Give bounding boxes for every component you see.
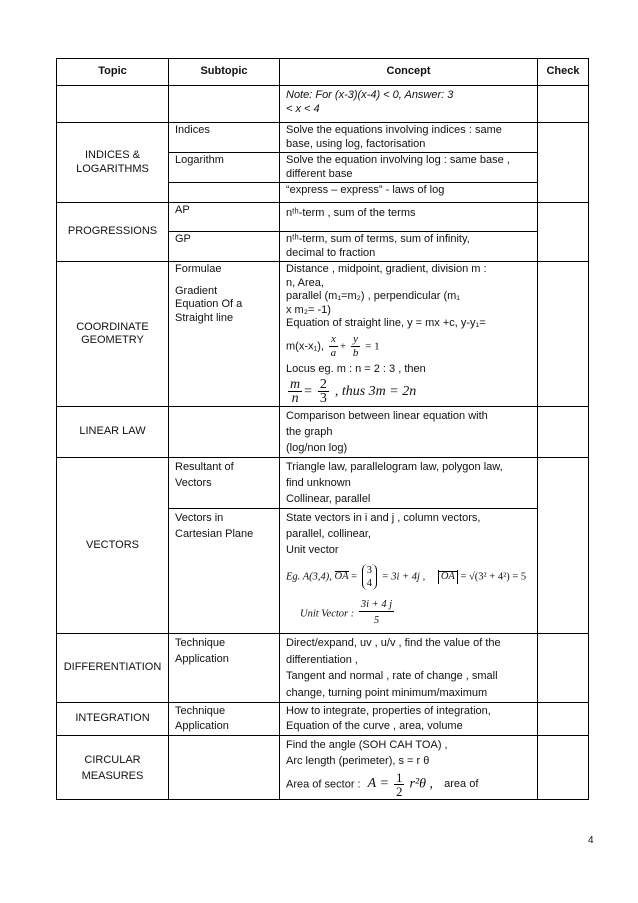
table-row [57, 262, 589, 407]
header-row [57, 59, 589, 86]
subtopic-resultant: Resultant of Vectors [169, 458, 280, 509]
page-number: 4 [588, 835, 594, 846]
header-check: Check [538, 59, 589, 86]
topic-differentiation: DIFFERENTIATION [57, 634, 169, 703]
table-row [57, 736, 589, 800]
topic-indices: INDICES & LOGARITHMS [57, 123, 169, 203]
header-concept: Concept [280, 59, 538, 86]
header-subtopic: Subtopic [169, 59, 280, 86]
note-row [57, 86, 589, 123]
concept-differentiation: Direct/expand, uv , u/v , find the value of the differentiation , Tangent and normal , rate of change , small change, turning point minimum/maximum [280, 634, 538, 703]
sector-area-formula: Area of sector : A = $\frac{1}{2}$ r²θ , area of [286, 770, 479, 799]
note-cell: Note: For (x-3)(x-4) < 0, Answer: 3 < x < 4 [280, 86, 538, 123]
topic-coordinate-geometry: COORDINATE GEOMETRY [57, 262, 169, 407]
table-row [57, 203, 589, 232]
table-row [57, 458, 589, 509]
concept-ap: nᵗʰ-term , sum of the terms [280, 203, 538, 232]
concept-coordinate: Distance , midpoint, gradient, division m : n, Area, parallel (m₁=m₂) , perpendicular (m₁ x m₂= -1) Equation of straight line, y = mx +c, y-y₁= m(x-x₁), $\frac{x}{a}$ + $\frac{y}{b}$ = 1 Locus eg. m : n = 2 : 3 , then $\frac{m}{n}$ = $\frac{2}{3}$ , thus 3m = 2n [280, 262, 538, 407]
concept-laws-of-log: “express – express” - laws of log [280, 183, 538, 203]
concept-integration: How to integrate, properties of integration, Equation of the curve , area, volume [280, 703, 538, 736]
concept-linear-law: Comparison between linear equation with the graph (log/non log) [280, 407, 538, 458]
topic-vectors: VECTORS [57, 458, 169, 634]
vector-example: Eg. A(3,4), OA = 3 4 = 3i + 4j , OA = √(3² + 4²) = 5 [286, 565, 527, 589]
subtopic-ap: AP [169, 203, 280, 232]
concept-circular: Find the angle (SOH CAH TOA) , Arc length (perimeter), s = r θ Area of sector : A = $\frac{1}{2}$ r²θ , area of [280, 736, 538, 800]
table-row [57, 634, 589, 703]
concept-resultant: Triangle law, parallelogram law, polygon law, find unknown Collinear, parallel [280, 458, 538, 509]
topic-linear-law: LINEAR LAW [57, 407, 169, 458]
subtopic-coordinate: Formulae Gradient Equation Of a Straight line [169, 262, 280, 407]
table-row [57, 123, 589, 153]
concept-logarithm: Solve the equation involving log : same base , different base [280, 153, 538, 183]
ratio-formula: $\frac{m}{n}$ = $\frac{2}{3}$ , thus 3m = 2n [290, 377, 417, 406]
concept-indices: Solve the equations involving indices : same base, using log, factorisation [280, 123, 538, 153]
table-row [57, 407, 589, 458]
subtopic-cartesian: Vectors in Cartesian Plane [169, 509, 280, 634]
subtopic-differentiation: Technique Application [169, 634, 280, 703]
header-topic: Topic [57, 59, 169, 86]
table-row [57, 703, 589, 736]
topic-integration: INTEGRATION [57, 703, 169, 736]
unit-vector-formula: Unit Vector : $\frac{3i + 4 j}{5}$ [300, 599, 393, 626]
intercept-form: m(x-x₁), $\frac{x}{a}$ + $\frac{y}{b}$ = 1 [286, 332, 380, 359]
concept-cartesian: State vectors in i and j , column vectors, parallel, collinear, Unit vector Eg. A(3,4), OA = 3 4 = 3i + 4j , OA = √(3² + 4²) = 5 Unit Vector : $\frac{3i + 4 j}{5}$ [280, 509, 538, 634]
topic-circular-measures: CIRCULAR MEASURES [57, 736, 169, 800]
syllabus-table [56, 58, 589, 800]
subtopic-gp: GP [169, 232, 280, 262]
concept-gp: nᵗʰ-term, sum of terms, sum of infinity, decimal to fraction [280, 232, 538, 262]
subtopic-logarithm: Logarithm [169, 153, 280, 183]
topic-progressions: PROGRESSIONS [57, 203, 169, 262]
subtopic-indices: Indices [169, 123, 280, 153]
subtopic-integration: Technique Application [169, 703, 280, 736]
